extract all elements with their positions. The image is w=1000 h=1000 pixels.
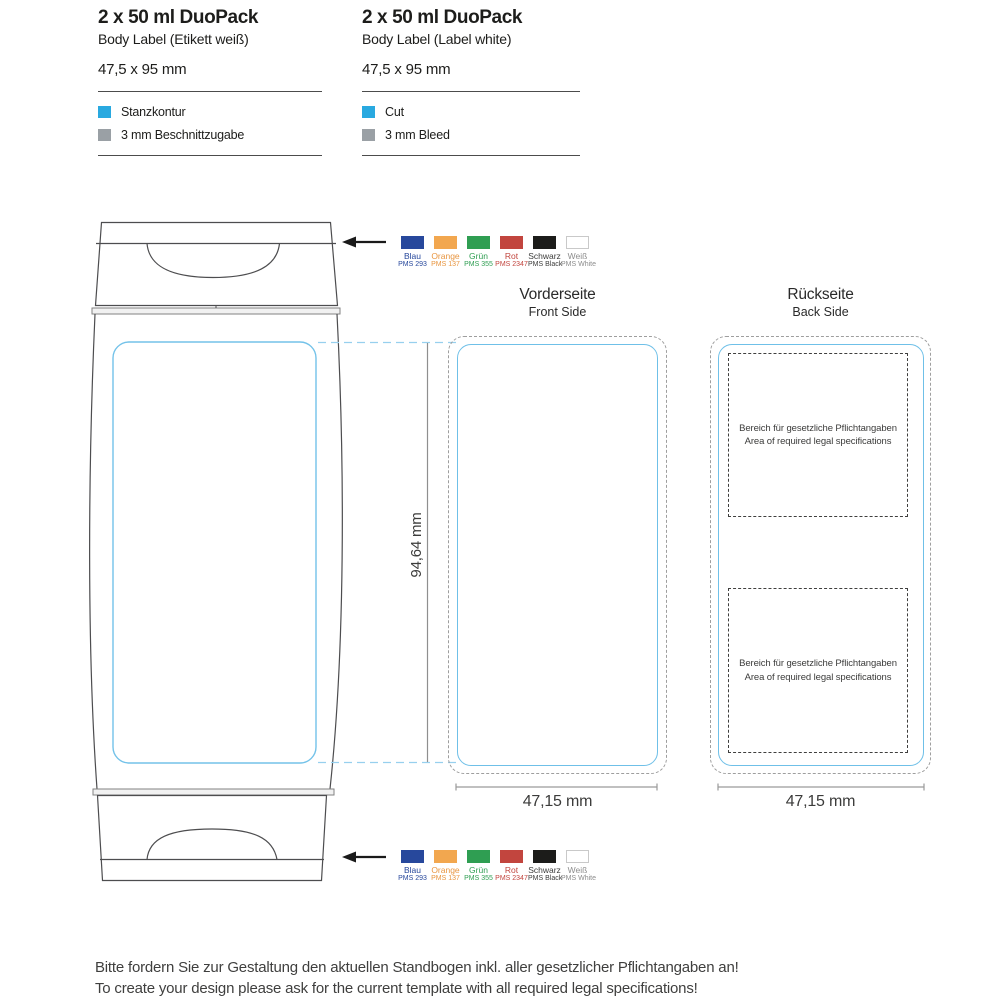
swatch-name: Weiß (567, 865, 588, 875)
label-size: 47,5 x 95 mm (98, 60, 187, 78)
front-width-dimension-label: 47,15 mm (522, 793, 593, 810)
bottle-cut-contour (113, 342, 316, 763)
swatch-name: Grün (469, 251, 488, 261)
swatch-pms: PMS White (561, 261, 597, 268)
product-title: 2 x 50 ml DuoPack (98, 7, 259, 28)
swatch-schwarz (528, 236, 561, 268)
swatch-orange (429, 850, 462, 882)
swatch-name: Grün (469, 865, 488, 875)
swatch-name: Orange (431, 251, 460, 261)
bottle-top-cap (96, 223, 338, 306)
color-chip (467, 850, 490, 863)
label-extension-dashes (318, 343, 456, 763)
swatch-name: Schwarz (528, 865, 561, 875)
legal-text-en: Area of required legal specifications (744, 436, 892, 447)
swatch-gruen (462, 850, 495, 882)
color-chip (434, 850, 457, 863)
color-chip (500, 236, 523, 249)
swatch-name: Blau (403, 251, 421, 261)
front-side-heading (448, 286, 667, 319)
swatch-name: Schwarz (528, 251, 561, 261)
swatch-pms: PMS Black (528, 261, 563, 268)
swatch-name: Blau (403, 865, 421, 875)
legal-text-de: Bereich für gesetzliche Pflichtangaben (739, 422, 897, 434)
bottle-bottom-seam (93, 789, 334, 795)
color-chip (500, 850, 523, 863)
bottle-bottom-cap (98, 796, 327, 881)
cap-color-swatches-top (396, 236, 597, 268)
swatch-gruen (462, 236, 495, 268)
color-chip (401, 850, 424, 863)
back-side-heading (710, 286, 931, 319)
legend-label: Cut (385, 104, 404, 119)
front-cut-outline (457, 344, 658, 766)
product-title: 2 x 50 ml DuoPack (362, 7, 523, 28)
color-chip (533, 236, 556, 249)
product-subtitle: Body Label (Etikett weiß) (98, 30, 249, 47)
legal-text-de: Bereich für gesetzliche Pflichtangaben (739, 658, 897, 670)
swatch-schwarz (528, 850, 561, 882)
swatch-pms: PMS 355 (464, 261, 493, 268)
color-chip (434, 236, 457, 249)
swatch-pms: PMS 2347 (495, 261, 528, 268)
color-chip (533, 850, 556, 863)
legal-text-en: Area of required legal specifications (744, 671, 892, 683)
swatch-blau (396, 236, 429, 268)
swatch-pms: PMS White (561, 875, 597, 882)
back-width-dimension-label: 47,15 mm (785, 793, 856, 810)
swatch-name: Rot (504, 865, 519, 875)
swatch-pms: PMS 137 (431, 875, 460, 882)
swatch-weiss (561, 850, 597, 882)
color-chip (467, 236, 490, 249)
swatch-name: Orange (431, 865, 460, 875)
swatch-orange (429, 236, 462, 268)
legend-label: 3 mm Beschnittzugabe (121, 127, 245, 142)
cap-color-swatches-bottom (396, 850, 597, 882)
swatch-pms: PMS 355 (464, 875, 493, 882)
color-chip (566, 236, 589, 249)
bottom-cap-arrow (342, 852, 386, 863)
swatch-rot (495, 236, 528, 268)
height-dimension-label: 94,64 mm (408, 512, 425, 578)
label-size: 47,5 x 95 mm (362, 60, 451, 78)
legend-label: Stanzkontur (121, 104, 186, 119)
panel-title-en: Front Side (528, 305, 587, 319)
footer-note (95, 958, 739, 999)
panel-title-de: Vorderseite (519, 286, 596, 303)
swatch-pms: PMS 293 (398, 875, 427, 882)
swatch-pms: PMS 293 (398, 261, 427, 268)
legal-area-box-1 (728, 353, 908, 517)
panel-title-de: Rückseite (787, 286, 854, 303)
swatch-name: Rot (504, 251, 519, 261)
color-chip (401, 236, 424, 249)
legend-label: 3 mm Bleed (385, 127, 450, 142)
top-cap-arrow (342, 237, 386, 248)
swatch-name: Weiß (567, 251, 588, 261)
width-dimension-lines (456, 784, 924, 791)
footer-line-de: Bitte fordern Sie zur Gestaltung den aktuellen Standbogen inkl. aller gesetzlicher Pflichtangaben an! (95, 959, 739, 976)
footer-line-en: To create your design please ask for the current template with all required legal specifications! (95, 979, 698, 997)
legal-area-box-2 (728, 588, 908, 753)
product-subtitle: Body Label (Label white) (362, 30, 512, 47)
bottle-top-seam (92, 306, 340, 315)
swatch-pms: PMS Black (528, 875, 563, 882)
swatch-pms: PMS 137 (431, 261, 460, 268)
swatch-weiss (561, 236, 597, 268)
bottle-body-outline (90, 314, 343, 789)
panel-title-en: Back Side (792, 305, 849, 319)
swatch-blau (396, 850, 429, 882)
color-chip (566, 850, 589, 863)
swatch-rot (495, 850, 528, 882)
swatch-pms: PMS 2347 (495, 875, 528, 882)
